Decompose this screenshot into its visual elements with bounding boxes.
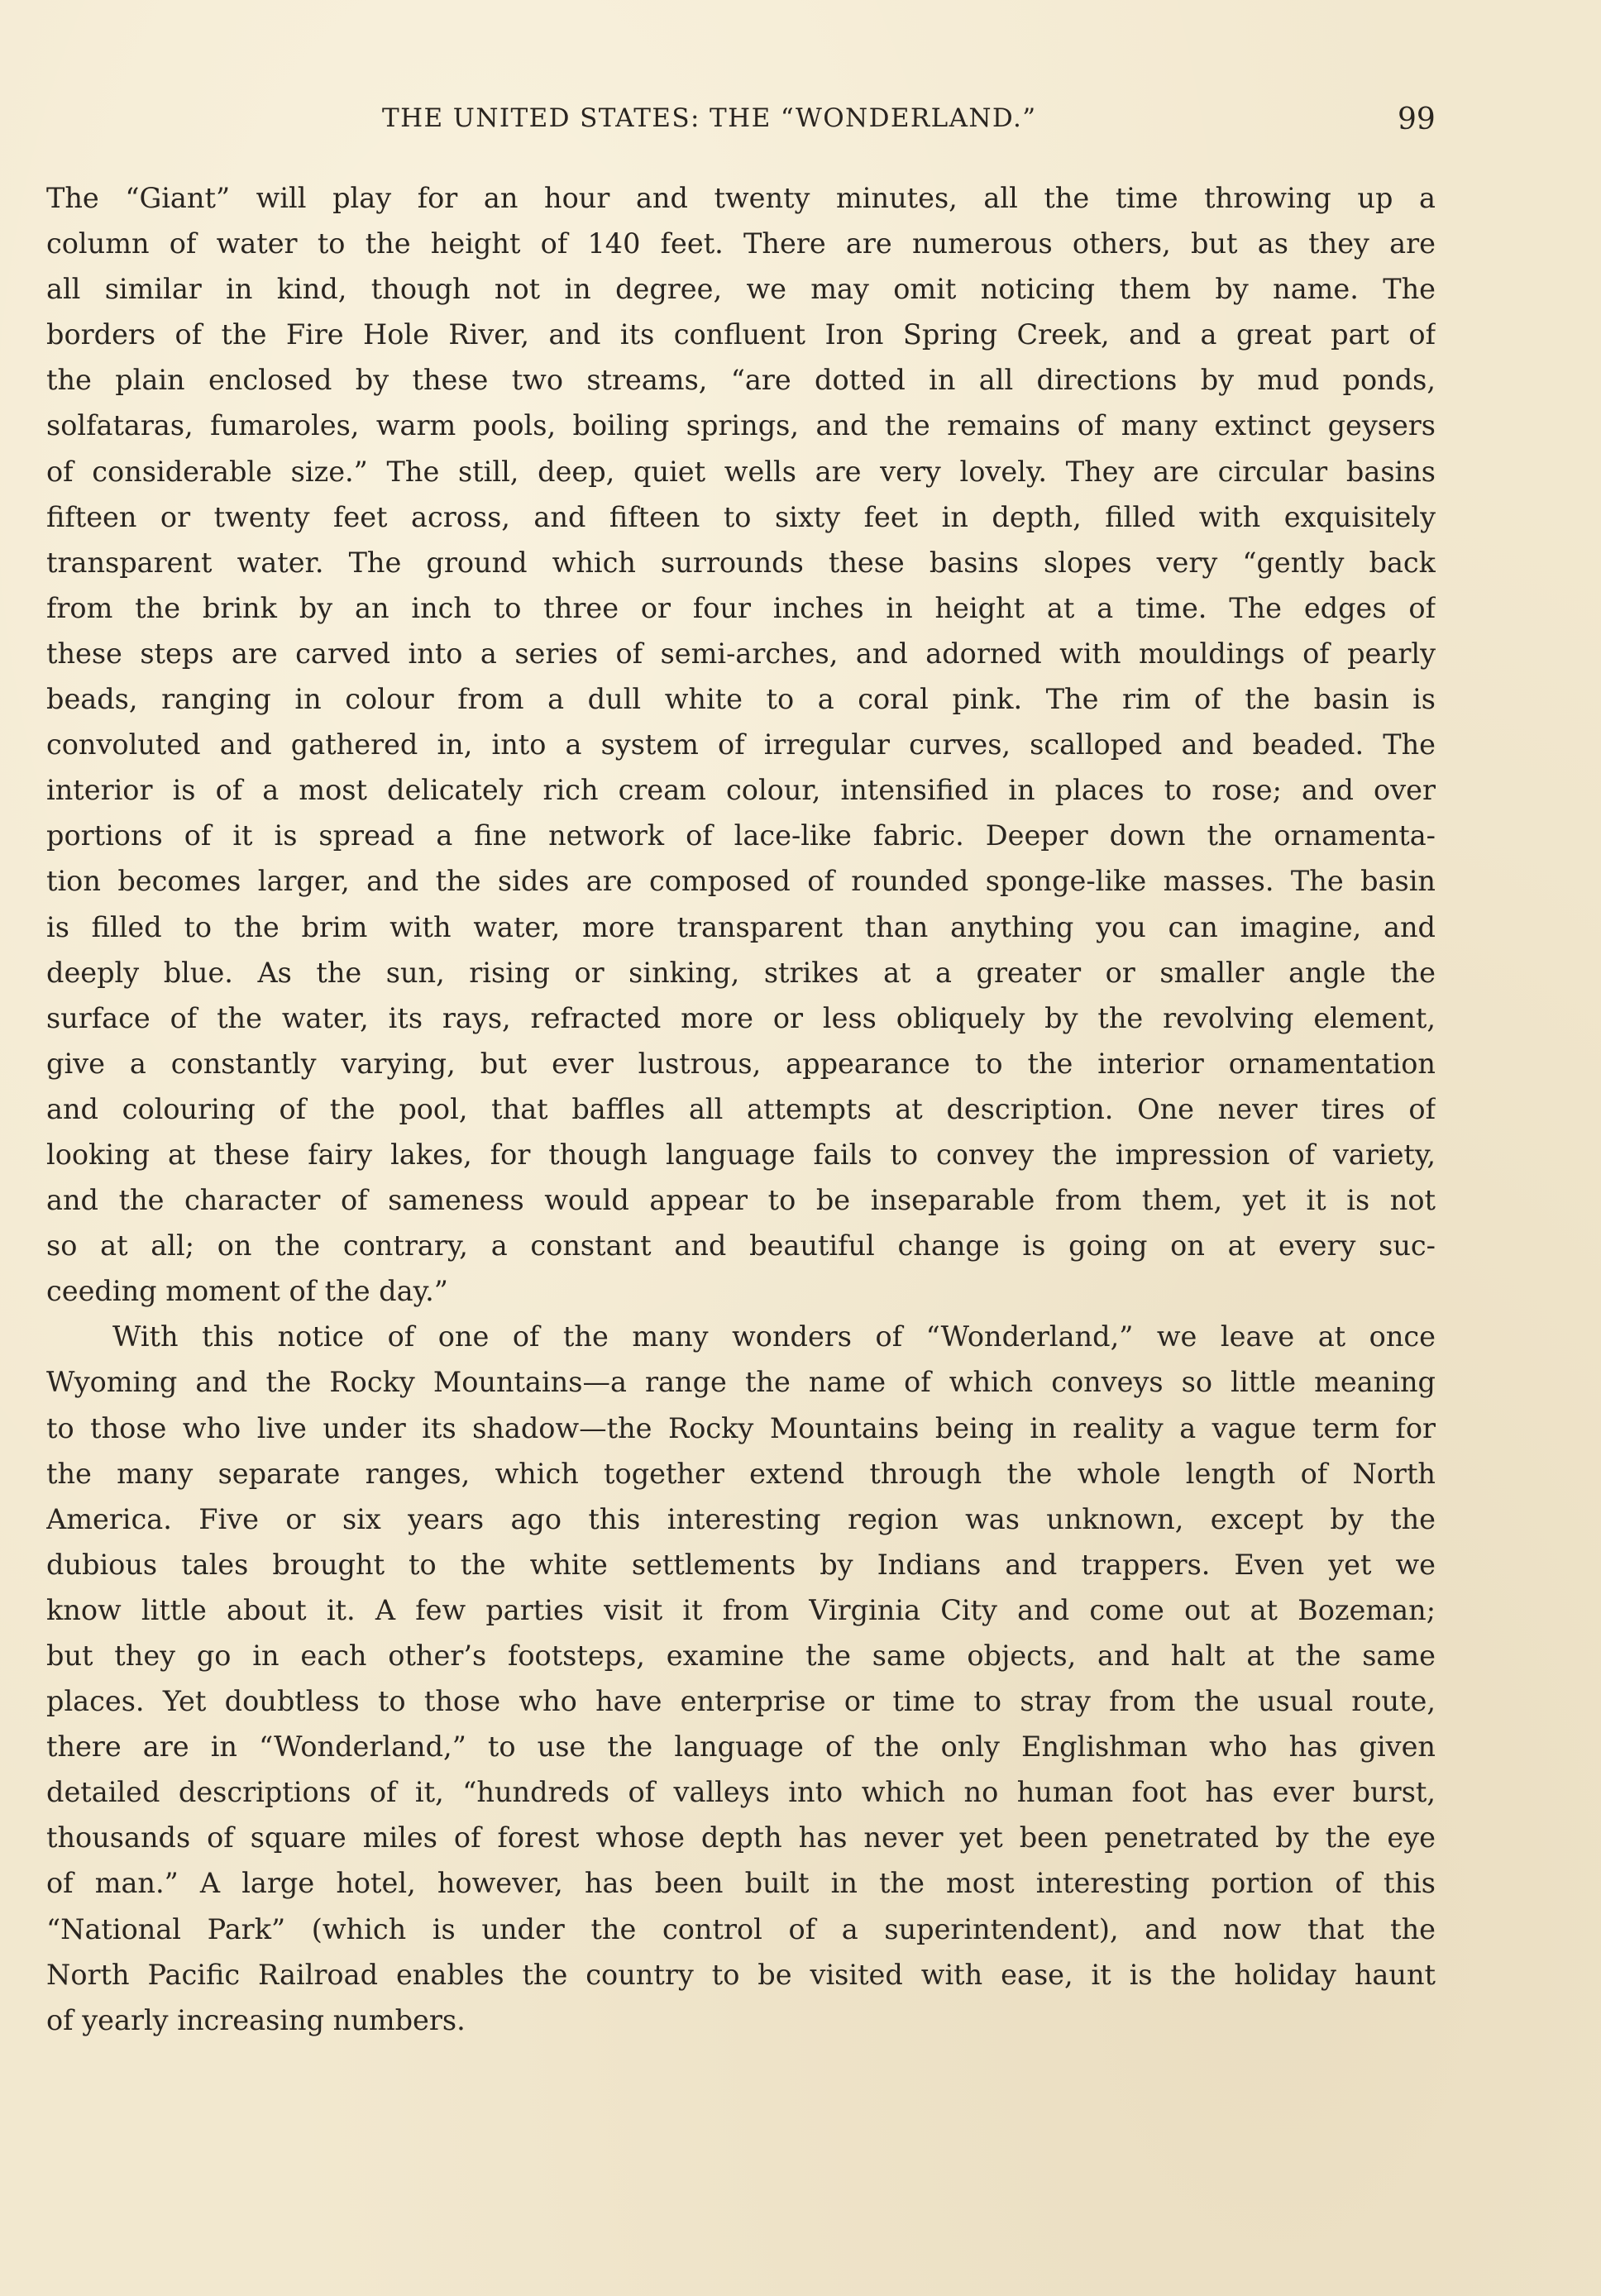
text-line: column of water to the height of 140 feet. There are numerous others, but as they are <box>46 227 1436 260</box>
text-line: surface of the water, its rays, refracted more or less obliquely by the revolving element, <box>46 1001 1436 1034</box>
text-line: of considerable size.” The still, deep, quiet wells are very lovely. They are circular basins <box>46 455 1436 488</box>
paragraph-start-line: With this notice of one of the many wonders of “Wonderland,” we leave at once <box>112 1320 1436 1353</box>
text-line: so at all; on the contrary, a constant and beautiful change is going on at every suc- <box>46 1229 1436 1263</box>
text-line: The “Giant” will play for an hour and twenty minutes, all the time throwing up a <box>46 182 1436 214</box>
text-line: all similar in kind, though not in degree, we may omit noticing them by name. The <box>46 273 1436 306</box>
text-line: borders of the Fire Hole River, and its confluent Iron Spring Creek, and a great part of <box>46 318 1436 351</box>
text-line: solfataras, fumaroles, warm pools, boiling springs, and the remains of many extinct geysers <box>46 409 1436 442</box>
running-title: THE UNITED STATES: THE “WONDERLAND.” <box>382 103 1037 133</box>
text-line: these steps are carved into a series of semi-arches, and adorned with mouldings of pearly <box>46 637 1436 670</box>
text-line: beads, ranging in colour from a dull white to a coral pink. The rim of the basin is <box>46 683 1436 716</box>
text-line: know little about it. A few parties visit it from Virginia City and come out at Bozeman; <box>46 1593 1436 1626</box>
paragraph-end-line: of yearly increasing numbers. <box>46 2003 466 2036</box>
body-text <box>46 175 1436 2043</box>
text-line: deeply blue. As the sun, rising or sinking, strikes at a greater or smaller angle the <box>46 956 1436 989</box>
text-line: of man.” A large hotel, however, has been built in the most interesting portion of this <box>46 1867 1436 1900</box>
text-line: to those who live under its shadow—the Rocky Mountains being in reality a vague term for <box>46 1411 1436 1444</box>
text-line: thousands of square miles of forest whose depth has never yet been penetrated by the eye <box>46 1821 1436 1854</box>
text-line: interior is of a most delicately rich cream colour, intensified in places to rose; and over <box>46 774 1436 807</box>
text-line: detailed descriptions of it, “hundreds of valleys into which no human foot has ever burst, <box>46 1776 1436 1809</box>
text-line: convoluted and gathered in, into a system of irregular curves, scalloped and beaded. The <box>46 728 1436 761</box>
text-line: Wyoming and the Rocky Mountains—a range the name of which conveys so little meaning <box>46 1366 1436 1399</box>
text-line: “National Park” (which is under the control of a superintendent), and now that the <box>46 1912 1436 1945</box>
text-line: tion becomes larger, and the sides are composed of rounded sponge-like masses. The basin <box>46 865 1436 898</box>
text-line: there are in “Wonderland,” to use the language of the only Englishman who has given <box>46 1730 1436 1764</box>
text-line: places. Yet doubtless to those who have enterprise or time to stray from the usual route, <box>46 1685 1436 1718</box>
text-line: and colouring of the pool, that baffles all attempts at description. One never tires of <box>46 1092 1436 1125</box>
text-line: transparent water. The ground which surrounds these basins slopes very “gently back <box>46 546 1436 579</box>
text-line: portions of it is spread a fine network of lace-like fabric. Deeper down the ornamenta- <box>46 819 1436 852</box>
text-line: give a constantly varying, but ever lustrous, appearance to the interior ornamentation <box>46 1047 1436 1080</box>
text-line: the many separate ranges, which together extend through the whole length of North <box>46 1457 1436 1490</box>
text-line: is filled to the brim with water, more transparent than anything you can imagine, and <box>46 910 1436 943</box>
text-line: from the brink by an inch to three or four inches in height at a time. The edges of <box>46 591 1436 624</box>
page-number: 99 <box>1398 103 1436 136</box>
text-line: and the character of sameness would appear to be inseparable from them, yet it is not <box>46 1184 1436 1217</box>
text-line: dubious tales brought to the white settlements by Indians and trappers. Even yet we <box>46 1548 1436 1581</box>
text-line: but they go in each other’s footsteps, examine the same objects, and halt at the same <box>46 1640 1436 1672</box>
text-line: the plain enclosed by these two streams, “are dotted in all directions by mud ponds, <box>46 364 1436 397</box>
text-line: fifteen or twenty feet across, and fifteen to sixty feet in depth, filled with exquisitely <box>46 500 1436 533</box>
text-line: America. Five or six years ago this interesting region was unknown, except by the <box>46 1502 1436 1535</box>
text-line: North Pacific Railroad enables the country to be visited with ease, it is the holiday haunt <box>46 1958 1436 1991</box>
running-head <box>0 98 1601 139</box>
text-line: looking at these fairy lakes, for though language fails to convey the impression of variety, <box>46 1138 1436 1171</box>
paragraph-end-line: ceeding moment of the day.” <box>46 1275 448 1308</box>
